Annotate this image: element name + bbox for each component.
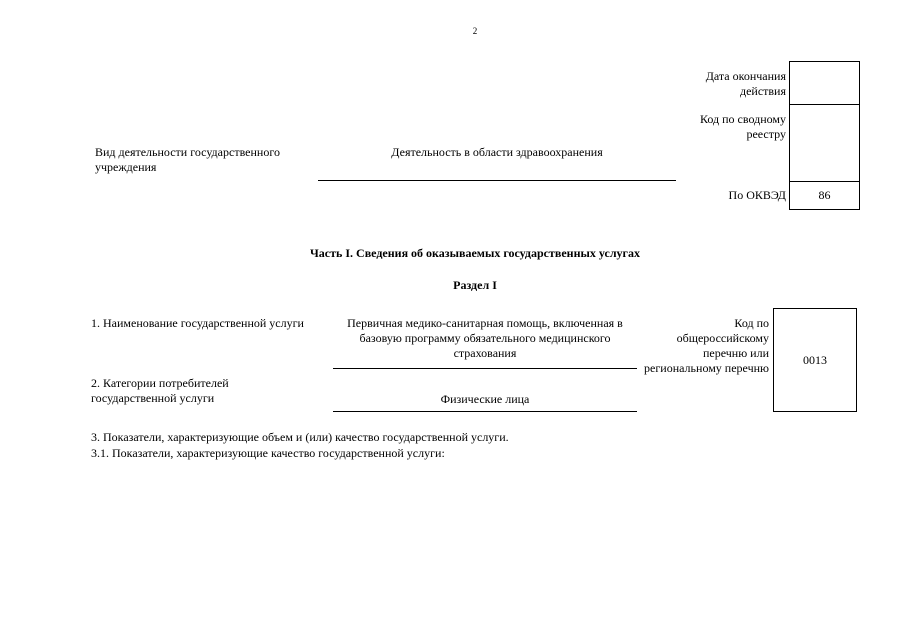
service-code-label: Код по общероссийскому перечню или региональному перечню xyxy=(644,316,769,375)
page-number: 2 xyxy=(472,26,478,36)
service-code-cell xyxy=(773,308,857,412)
consumers-label: 2. Категории потребителей государственной услуги xyxy=(91,376,229,405)
service-name-label: 1. Наименование государственной услуги xyxy=(91,316,304,330)
service-name-underline xyxy=(333,368,637,369)
service-code-value: 0013 xyxy=(803,353,827,367)
end-date-cell xyxy=(789,61,860,105)
okved-value: 86 xyxy=(818,188,831,202)
part-title: Часть I. Сведения об оказываемых государственных услугах xyxy=(309,246,641,260)
registry-code-cell xyxy=(789,104,860,182)
indicators-line-1: 3. Показатели, характеризующие объем и (или) качество государственной услуги. xyxy=(91,430,509,444)
consumers-value: Физические лица xyxy=(440,392,530,406)
section-title: Раздел I xyxy=(453,278,497,292)
activity-value: Деятельность в области здравоохранения xyxy=(391,145,603,159)
service-name-value: Первичная медико-санитарная помощь, включенная в базовую программу обязательного медицинского страхования xyxy=(347,316,623,360)
end-date-label: Дата окончания действия xyxy=(705,69,786,98)
indicators-line-2: 3.1. Показатели, характеризующие качество государственной услуги: xyxy=(91,446,445,460)
activity-underline xyxy=(318,180,676,181)
activity-label: Вид деятельности государственного учреждения xyxy=(95,145,280,174)
okved-label: По ОКВЭД xyxy=(728,188,786,202)
okved-cell xyxy=(789,181,860,210)
consumers-underline xyxy=(333,411,637,412)
registry-code-label: Код по сводному реестру xyxy=(699,112,786,141)
